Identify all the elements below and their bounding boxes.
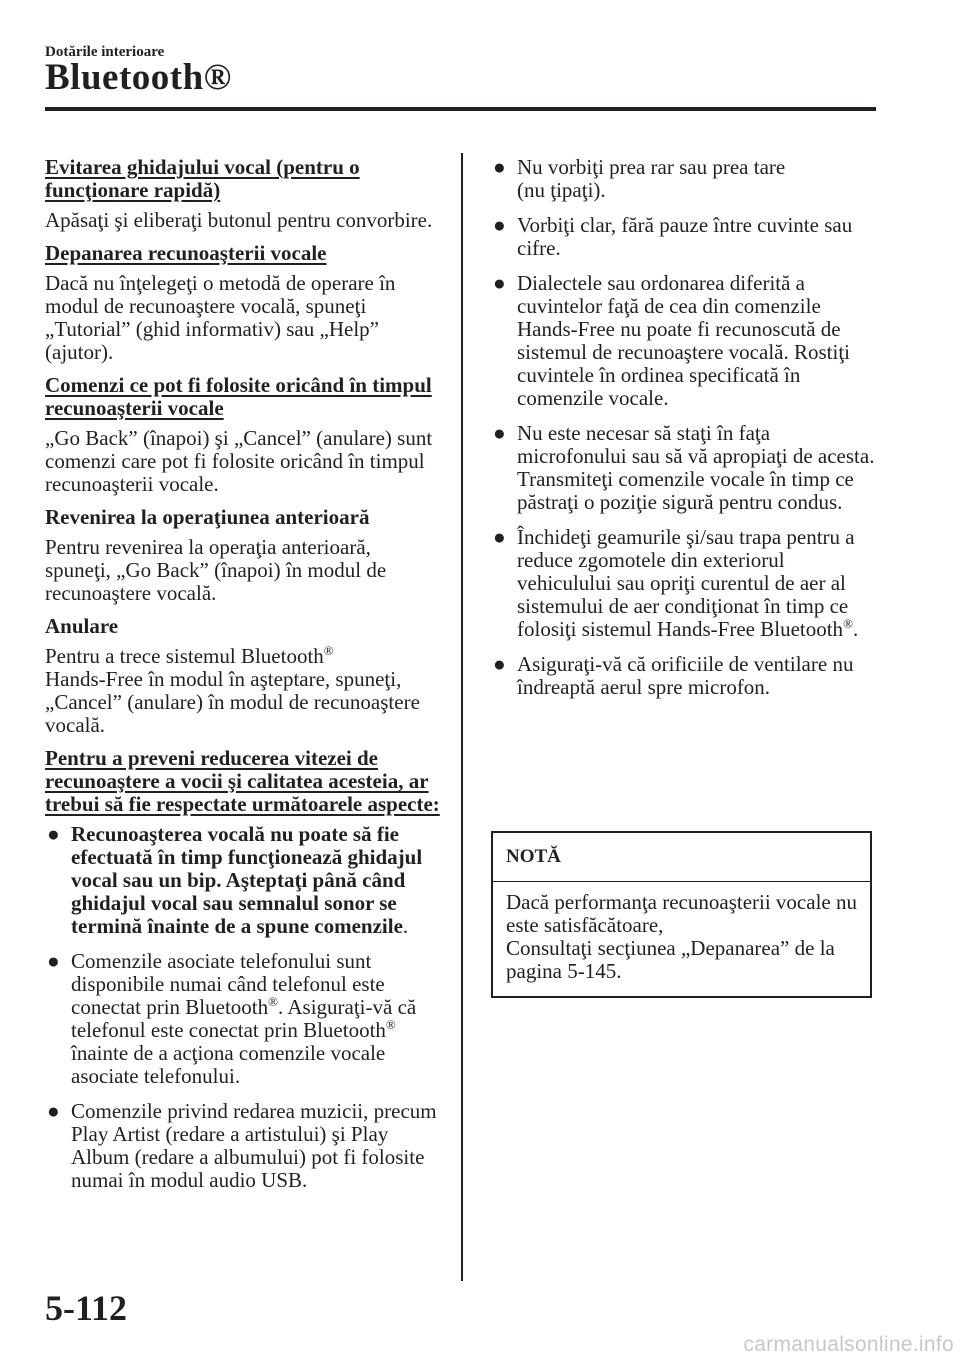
note-text	[493, 882, 870, 983]
note-box	[491, 831, 872, 998]
paragraph-go-back-cancel: „Go Back” (înapoi) şi „Cancel” (anulare) sunt comenzi care pot fi folosite oricând în timpul recunoaşterii vocale.	[45, 426, 433, 496]
registered-mark: ®	[268, 994, 279, 1009]
bullet-icon: ●	[493, 271, 506, 295]
bullet-text: Asiguraţi-vă că orificiile de ventilare nu îndreaptă aerul spre microfon.	[517, 652, 854, 699]
left-bullet-list	[45, 823, 440, 1192]
bullet-text: Nu este necesar să staţi în faţa microfonului sau să vă apropiaţi de acesta. Transmiteţi comenzile vocale în timp ce păstraţi o poziţie sigură pentru condus.	[517, 421, 875, 514]
list-item	[45, 950, 440, 1088]
bullet-icon: ●	[493, 652, 506, 676]
note-line: Dacă performanţa recunoaşterii vocale nu este satisfăcătoare,	[506, 890, 857, 937]
bullet-icon: ●	[493, 155, 506, 179]
subheading-cancel: Anulare	[45, 614, 119, 638]
registered-mark: ®	[323, 643, 334, 658]
paragraph-tutorial-help: Dacă nu înţelegeţi o metodă de operare în modul de recunoaştere vocală, spuneţi „Tutorial” (ghid informativ) sau „Help” (ajutor).	[45, 271, 396, 364]
bullet-text: Recunoaşterea vocală nu poate să fie efectuată în timp funcţionează ghidajul vocal sau un bip. Aşteptaţi până când ghidajul vocal sau semnalul sonor se termină înainte de a spune comenzile	[71, 822, 423, 938]
section-name: Dotările interioare	[45, 44, 165, 60]
paragraph-cancel	[45, 645, 440, 737]
bullet-icon: ●	[493, 421, 506, 445]
paragraph-go-back: Pentru revenirea la operaţia anterioară, spuneţi, „Go Back” (înapoi) în modul de recunoaştere vocală.	[45, 535, 387, 605]
list-item	[491, 526, 876, 641]
bullet-text: Comenzile asociate telefonului sunt disponibile numai când telefonul este conectat prin Bluetooth	[71, 949, 385, 1019]
list-item	[491, 653, 876, 699]
text-fragment: înainte de a acţiona comenzile vocale asociate telefonului.	[71, 1041, 386, 1088]
bullet-icon: ●	[47, 949, 60, 973]
header-divider	[45, 107, 876, 111]
list-item	[491, 214, 876, 260]
right-column	[491, 156, 876, 711]
left-column	[45, 156, 440, 1204]
list-item	[491, 422, 876, 514]
heading-troubleshooting: Depanarea recunoaşterii vocale	[45, 241, 327, 265]
bullet-icon: ●	[47, 1099, 60, 1123]
note-title: NOTĂ	[493, 833, 870, 882]
bullet-icon: ●	[47, 822, 60, 846]
watermark: carmanualsonline.info	[743, 1333, 954, 1356]
registered-mark: ®	[843, 616, 853, 631]
bullet-text: Dialectele sau ordonarea diferită a cuvintelor faţă de cea din comenzile Hands-Free nu poate fi recunoscută de sistemul de recunoaştere vocală. Rostiţi cuvintele în ordinea specificată în comenzile vocale.	[517, 271, 850, 410]
bullet-text: Nu vorbiţi prea rar sau prea tare	[517, 155, 786, 179]
text-fragment: (nu ţipaţi).	[517, 178, 606, 202]
bullet-text: Vorbiţi clar, fără pauze între cuvinte sau cifre.	[517, 213, 853, 260]
page-title: Bluetooth®	[45, 57, 232, 98]
heading-voice-guidance-skip: Evitarea ghidajului vocal (pentru o funcţionare rapidă)	[45, 155, 360, 202]
heading-recognition-quality: Pentru a preveni reducerea vitezei de recunoaştere a vocii şi calitatea acesteia, ar trebui să fie respectate următoarele aspecte:	[45, 746, 440, 816]
text-fragment: .	[852, 617, 859, 641]
right-bullet-list	[491, 156, 876, 699]
note-line: Consultaţi secţiunea „Depanarea” de la pagina 5-145.	[506, 936, 835, 983]
text-fragment: Pentru a trece sistemul Bluetooth	[45, 644, 324, 668]
text-fragment: Hands-Free în modul în aşteptare, spuneţi, „Cancel” (anulare) în modul de recunoaştere vocală.	[45, 667, 420, 737]
bullet-text: Comenzile privind redarea muzicii, precum Play Artist (redare a artistului) şi Play Album (redare a albumului) pot fi folosite numai în modul audio USB.	[71, 1099, 437, 1192]
column-divider	[461, 153, 463, 1281]
list-item	[45, 823, 440, 938]
registered-mark: ®	[385, 1017, 396, 1032]
list-item	[45, 1100, 440, 1192]
text-fragment: .	[402, 914, 409, 938]
page-number: 5-112	[45, 1288, 128, 1328]
list-item	[491, 272, 876, 410]
heading-anytime-commands: Comenzi ce pot fi folosite oricând în timpul recunoaşterii vocale	[45, 373, 432, 420]
bullet-icon: ●	[493, 213, 506, 237]
bullet-icon: ●	[493, 525, 506, 549]
subheading-previous-operation: Revenirea la operaţiunea anterioară	[45, 505, 370, 529]
text-fragment: . Asiguraţi-vă că telefonul este conectat prin Bluetooth	[71, 995, 417, 1042]
bullet-text: Închideţi geamurile şi/sau trapa pentru a reduce zgomotele din exteriorul vehiculului sau opriţi curentul de aer al sistemului de aer condiţionat în timp ce folosiţi sistemul Hands-Free Bluetooth	[517, 525, 855, 641]
list-item	[491, 156, 876, 202]
paragraph-press-talk: Apăsaţi şi eliberaţi butonul pentru convorbire.	[45, 208, 433, 232]
